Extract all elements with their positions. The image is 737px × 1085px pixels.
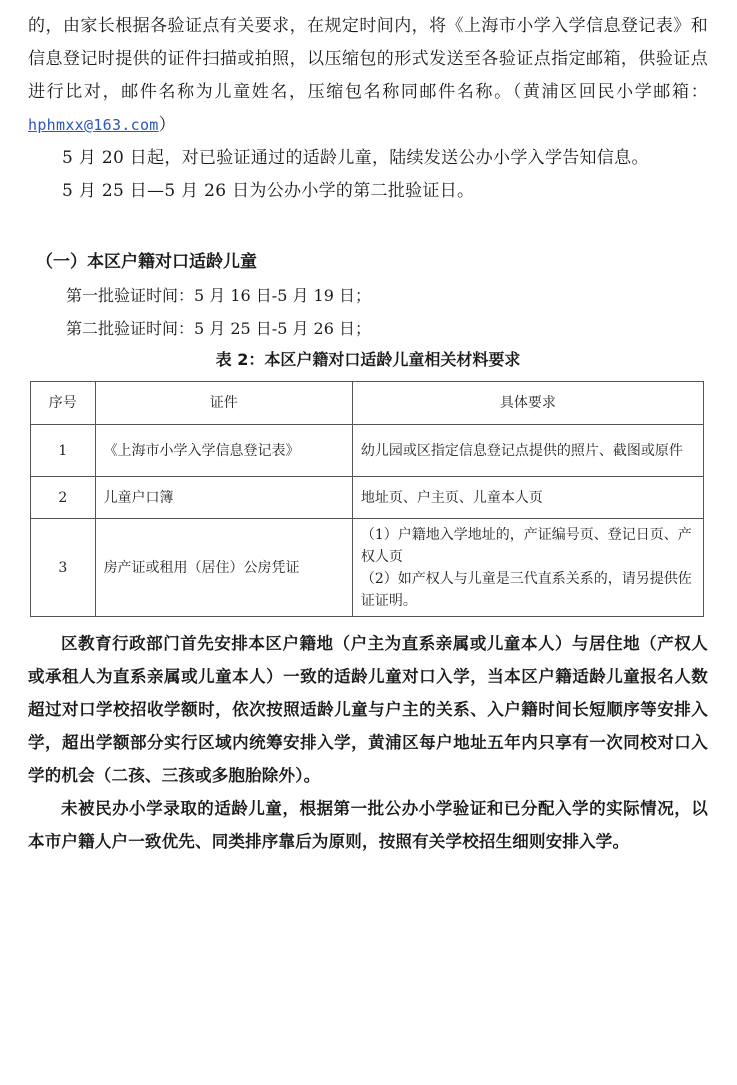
intro-paragraph [28,10,708,142]
row-requirement [352,519,703,617]
row-document: 儿童户口簿 [95,477,352,519]
requirement-line: （2）如产权人与儿童是三代直系关系的，请另提供佐证证明。 [360,570,692,609]
table-caption: 表 2：本区户籍对口适龄儿童相关材料要求 [215,350,521,369]
table-row [31,425,704,477]
section-gap [28,208,708,246]
section-heading: （一）本区户籍对口适龄儿童 [36,252,257,272]
row-document: 房产证或租用（居住）公房凭证 [95,519,352,617]
second-batch-time: 第二批验证时间：5 月 25 日-5 月 26 日； [66,319,372,338]
row-document: 《上海市小学入学信息登记表》 [95,425,352,477]
row-requirement: 地址页、户主页、儿童本人页 [352,477,703,519]
materials-table [30,381,704,617]
row-no: 1 [31,425,96,477]
first-batch-time: 第一批验证时间：5 月 16 日-5 月 19 日； [66,286,372,305]
second-batch-paragraph: 5 月 25 日—5 月 26 日为公办小学的第二批验证日。 [62,181,475,201]
header-no: 序号 [31,382,96,425]
unadmitted-children-paragraph: 未被民办小学录取的适龄儿童，根据第一批公办小学验证和已分配入学的实际情况，以本市户籍人户一致优先、同类排序靠后为原则，按照有关学校招生细则安排入学。 [28,799,708,851]
requirement-line: （1）户籍地入学地址的，产证编号页、登记日页、产权人页 [360,526,692,565]
table-row [31,477,704,519]
row-no: 3 [31,519,96,617]
row-no: 2 [31,477,96,519]
enrollment-rule-paragraph: 区教育行政部门首先安排本区户籍地（户主为直系亲属或儿童本人）与居住地（产权人或承租人为直系亲属或儿童本人）一致的适龄儿童对口入学，当本区户籍适龄儿童报名人数超过对口学校招收学额时，依次按照适龄儿童与户主的关系、入户籍时间长短顺序等安排入学，超出学额部分实行区域内统筹安排入学，黄浦区每户地址五年内只享有一次同校对口入学的机会（二孩、三孩或多胞胎除外）。 [28,634,708,785]
table-row [31,519,704,617]
table-header-row [31,382,704,425]
school-email-link[interactable]: hphmxx@163.com [28,116,159,134]
header-requirement: 具体要求 [352,382,703,425]
header-document: 证件 [95,382,352,425]
notice-paragraph: 5 月 20 日起，对已验证通过的适龄儿童，陆续发送公办小学入学告知信息。 [62,148,649,168]
intro-paragraph-end: ） [158,115,176,135]
body-section [28,627,708,858]
document-page [28,10,708,858]
intro-paragraph-text: 的，由家长根据各验证点有关要求，在规定时间内，将《上海市小学入学信息登记表》和信息登记时提供的证件扫描或拍照，以压缩包的形式发送至各验证点指定邮箱，供验证点进行比对，邮件名称为儿童姓名，压缩包名称同邮件名称。（黄浦区回民小学邮箱： [28,16,708,102]
row-requirement: 幼儿园或区指定信息登记点提供的照片、截图或原件 [352,425,703,477]
